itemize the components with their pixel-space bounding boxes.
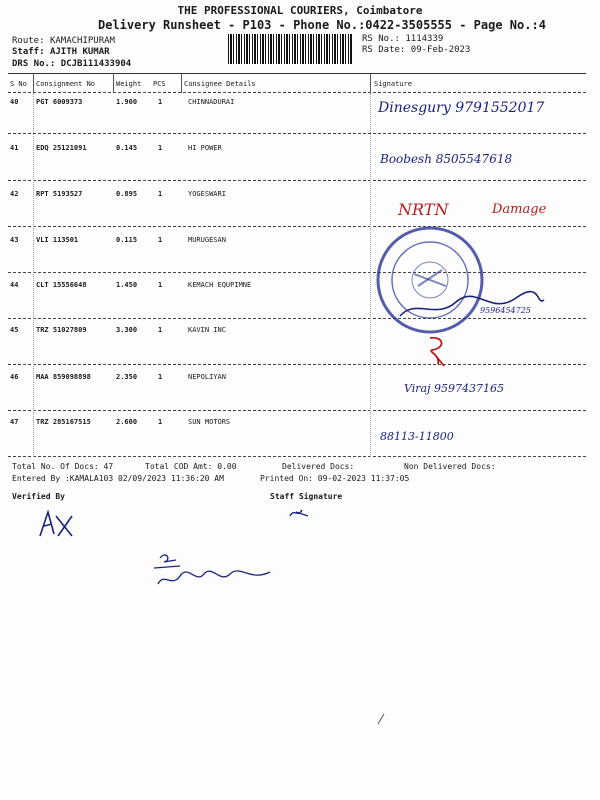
row-pcs: 1 <box>158 144 163 152</box>
row-weight: 2.600 <box>116 418 138 426</box>
signature-row45 <box>424 334 450 368</box>
row-consignee: CHINNADURAI <box>188 98 235 106</box>
col-divider <box>113 73 114 93</box>
note-text: Damage <box>492 202 547 217</box>
row-divider <box>8 272 586 273</box>
row-pcs: 1 <box>158 326 163 334</box>
row-consignee: SUN MOTORS <box>188 418 231 426</box>
row-pcs: 1 <box>158 418 163 426</box>
signature-row47 <box>380 430 454 443</box>
signature-row41 <box>380 152 512 166</box>
row-divider <box>8 456 586 457</box>
header-consignment: Consignment No <box>36 80 96 88</box>
staff-signature-label: Staff Signature <box>270 492 343 501</box>
row-consignment: VLI 113501 <box>36 236 79 244</box>
row-divider <box>8 410 586 411</box>
total-cod: Total COD Amt: 0.00 <box>145 462 237 471</box>
col-divider <box>181 73 182 93</box>
row-consignment: MAA 859098898 <box>36 373 91 381</box>
row-divider <box>8 133 586 134</box>
col-divider <box>370 93 371 457</box>
row-pcs: 1 <box>158 236 163 244</box>
header-weight: Weight <box>116 80 142 88</box>
signature-text: Viraj 9597437165 <box>404 382 504 395</box>
row-consignee: MURUGESAN <box>188 236 226 244</box>
row-consignment: CLT 15556648 <box>36 281 87 289</box>
rs-date-value: 09-Feb-2023 <box>410 45 471 55</box>
rs-no-value: 1114339 <box>405 34 444 44</box>
route-value: KAMACHIPURAM <box>49 36 115 46</box>
row-divider <box>8 180 586 181</box>
total-docs: Total No. Of Docs: 47 <box>12 462 114 471</box>
row-sno: 46 <box>10 373 19 381</box>
route-line <box>12 36 115 46</box>
signature-text: 88113-11800 <box>380 430 454 443</box>
row-weight: 0.145 <box>116 144 138 152</box>
rs-date-label: RS Date: <box>362 45 406 55</box>
staff-value: AJITH KUMAR <box>49 47 110 57</box>
signature-text: Dinesgury 9791552017 <box>378 100 545 116</box>
row-sno: 42 <box>10 190 19 198</box>
row-pcs: 1 <box>158 281 163 289</box>
printed-on: Printed On: 09-02-2023 11:37:05 <box>260 474 410 483</box>
table-top-rule <box>8 73 586 74</box>
row-consignment: TRZ 285167515 <box>36 418 91 426</box>
col-divider <box>33 73 34 93</box>
row-sno: 41 <box>10 144 19 152</box>
row-consignee: NEPOLIYAN <box>188 373 226 381</box>
header-consignee: Consignee Details <box>184 80 256 88</box>
verified-signature <box>36 506 78 540</box>
col-divider <box>370 73 371 93</box>
row-consignment: EDQ 25121091 <box>36 144 87 152</box>
delivered-docs: Delivered Docs: <box>282 462 355 471</box>
row-weight: 0.895 <box>116 190 138 198</box>
route-label: Route: <box>12 36 45 46</box>
row-pcs: 1 <box>158 190 163 198</box>
row-consignment: RPT 5193527 <box>36 190 83 198</box>
row-consignee: KAVIN INC <box>188 326 226 334</box>
signature-row44-scribble <box>396 290 546 324</box>
row-weight: 1.450 <box>116 281 138 289</box>
rs-no-line <box>362 34 443 44</box>
row-weight: 0.115 <box>116 236 138 244</box>
header-bottom-rule <box>8 92 586 93</box>
staff-line <box>12 47 110 57</box>
signature-text: Boobesh 8505547618 <box>380 152 513 166</box>
row-consignee: HI POWER <box>188 144 222 152</box>
non-delivered-docs: Non Delivered Docs: <box>404 462 496 471</box>
row-consignment: TRZ 51027809 <box>36 326 87 334</box>
drs-value: DCJB111433904 <box>60 59 132 69</box>
row-sno: 45 <box>10 326 19 334</box>
signature-row46 <box>404 382 504 395</box>
additional-signature <box>150 548 274 592</box>
row-divider <box>8 364 586 365</box>
staff-signature-mark <box>288 506 310 520</box>
ink-mark <box>376 712 386 726</box>
row-weight: 1.900 <box>116 98 138 106</box>
staff-label: Staff: <box>12 47 45 57</box>
note-text: NRTN <box>398 200 449 219</box>
entered-by: Entered By :KAMALA103 02/09/2023 11:36:20 AM <box>12 474 224 483</box>
drs-line <box>12 59 131 69</box>
note-row42-rtn <box>398 200 448 219</box>
header-sno: S No <box>10 80 27 88</box>
barcode <box>228 34 352 64</box>
row-consignment: PGT 6009373 <box>36 98 83 106</box>
drs-label: DRS No.: <box>12 59 56 69</box>
col-divider <box>33 93 34 457</box>
rs-date-line <box>362 45 470 55</box>
row-consignee: KEMACH EQUPIMNE <box>188 281 252 289</box>
row-consignee: YOGESWARI <box>188 190 226 198</box>
row-pcs: 1 <box>158 373 163 381</box>
runsheet-title: Delivery Runsheet - P103 - Phone No.:0422-3505555 - Page No.:4 <box>98 18 546 32</box>
row-divider <box>8 226 586 227</box>
rs-no-label: RS No.: <box>362 34 400 44</box>
row-pcs: 1 <box>158 98 163 106</box>
row-weight: 3.300 <box>116 326 138 334</box>
note-row42-damage <box>492 202 546 217</box>
row-sno: 44 <box>10 281 19 289</box>
row-sno: 47 <box>10 418 19 426</box>
signature-text: 9596454725 <box>480 306 531 315</box>
verified-by-label: Verified By <box>12 492 65 501</box>
row-sno: 40 <box>10 98 19 106</box>
row-weight: 2.350 <box>116 373 138 381</box>
signature-row40 <box>378 100 544 116</box>
header-pcs: PCS <box>153 80 166 88</box>
company-name: THE PROFESSIONAL COURIERS, Coimbatore <box>177 4 423 17</box>
row-sno: 43 <box>10 236 19 244</box>
header-signature: Signature <box>374 80 412 88</box>
